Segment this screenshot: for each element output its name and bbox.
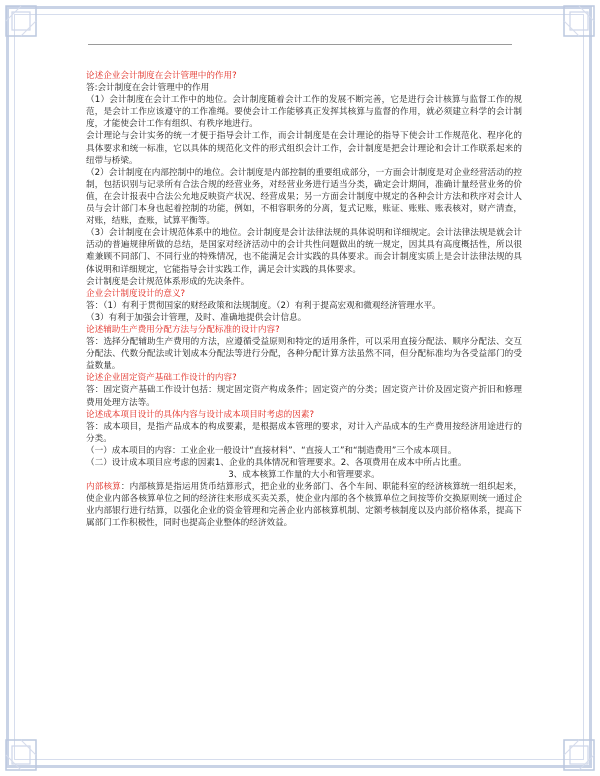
question-4-title: 论述企业固定资产基础工作设计的内容? bbox=[86, 373, 237, 384]
question-1-answer-intro: 答:会计制度在会计管理中的作用 bbox=[86, 83, 210, 94]
question-2-title: 企业会计制度设计的意义? bbox=[86, 288, 186, 299]
question-5-item: （二）设计成本项目应考虑的因素1、企业的具体情况和管理要求。2、各项费用在成本中所占比重。 bbox=[86, 458, 467, 468]
corner-ornament-icon bbox=[562, 738, 596, 772]
question-2-answer: （3）有利于加强会计管理，及时、准确地提供会计信息。 bbox=[86, 312, 307, 323]
question-1-paragraph: （1）会计制度在会计工作中的地位。会计制度随着会计工作的发展不断完善，它是进行会计核算与监督工作的规范，是会计工作应该遵守的工作准绳。要使会计工作能够真正发挥其核算与监督的作用，就必须建立科学的会计制度，才能使会计工作有组织、有秩序地进行。 bbox=[86, 95, 522, 130]
question-6-label: 内部核算 bbox=[86, 482, 121, 493]
question-5-answer: 答：成本项目，是指产品成本的构成要素，是根据成本管理的要求，对计入产品成本的生产费用按经济用途进行的分类。 bbox=[86, 421, 522, 444]
question-1-paragraph: （2）会计制度在内部控制中的地位。会计制度是内部控制的重要组成部分，一方面会计制度是对企业经营活动的控制，包括识别与记录所有合法合规的经营业务，对经营业务进行适当分类，确定会计期间，准确计量经营业务的价值，在会计报表中合法公允地反映资产状况、经营成果；另一方面会计制度中规定的各种会计方法和秩序对会计人员与会计部门本身也起着控制的功能，例如，不相容职务的分离，复式记账，账证、账账、账表核对，财产清查，对账，结账，查账，试算平衡等。 bbox=[86, 167, 522, 227]
question-4-answer: 答：固定资产基础工作设计包括：规定固定资产构成条件；固定资产的分类；固定资产计价及固定资产折旧和修理费用处理方法等。 bbox=[86, 385, 522, 408]
corner-ornament-icon bbox=[562, 4, 596, 38]
question-6-paragraph bbox=[86, 481, 522, 529]
corner-ornament-icon bbox=[4, 4, 38, 38]
question-3-answer: 答：选择分配辅助生产费用的方法，应遵循受益原则和特定的适用条件，可以采用直接分配法、顺序分配法、交互分配法、代数分配法或计划成本分配法等进行分配，各种分配计算方法虽然不同，但分配标准均为各受益部门的受益数量。 bbox=[86, 337, 522, 372]
question-5-title: 论述成本项目设计的具体内容与设计成本项目时考虑的因素? bbox=[86, 409, 314, 420]
document-body bbox=[86, 70, 522, 530]
question-2-answer: 答：（1）有利于贯彻国家的财经政策和法规制度。（2）有利于提高宏观和微观经济管理水平。 bbox=[86, 300, 441, 311]
question-5-item: 3、成本核算工作量的大小和管理要求。 bbox=[228, 470, 380, 481]
question-1-paragraph: 会计制度是会计规范体系形成的先决条件。 bbox=[86, 276, 250, 287]
question-1-paragraph: 会计理论与会计实务的统一才便于指导会计工作，而会计制度是在会计理论的指导下使会计工作规范化、程序化的具体要求和统一标准，它以具体的规范化文件的形式组织会计工作，会计制度是把会计理论和会计工作联系起来的纽带与桥梁。 bbox=[86, 131, 522, 166]
question-1-title: 论述企业会计制度在会计管理中的作用? bbox=[86, 71, 237, 81]
question-5-item: （一）成本项目的内容：工业企业一般设计“直接材料”、“直接人工”和“制造费用”三个成本项目。 bbox=[86, 445, 457, 456]
header-rule bbox=[88, 44, 512, 45]
question-6-text: ：内部核算是指运用货币结算形式，把企业的业务部门、各个车间、职能科室的经济核算统一组织起来，使企业内部各核算单位之间的经济往来形成买卖关系，使企业内部的各个核算单位之间按等价交换原则统一通过企业内部银行进行结算，以强化企业的资金管理和完善企业内部核算机制、定额考核制度以及内部价格体系，提高下属部门工作积极性，同时也提高企业整体的经济效益。 bbox=[86, 482, 522, 529]
corner-ornament-icon bbox=[4, 738, 38, 772]
question-1-paragraph: （3）会计制度在会计规范体系中的地位。会计制度是会计法律法规的具体说明和详细规定。会计法律法规是就会计活动的普遍规律所做的总结，是国家对经济活动中的会计共性问题做出的统一规定，因其具有高度概括性，所以很难兼顾不同部门、不同行业的特殊情况，也不能满足会计实践的具体要求。而会计制度实质上是会计法律法规的具体说明和详细规定，它能指导会计实践工作，满足会计实践的具体要求。 bbox=[86, 228, 522, 275]
question-3-title: 论述辅助生产费用分配方法与分配标准的设计内容? bbox=[86, 324, 280, 335]
